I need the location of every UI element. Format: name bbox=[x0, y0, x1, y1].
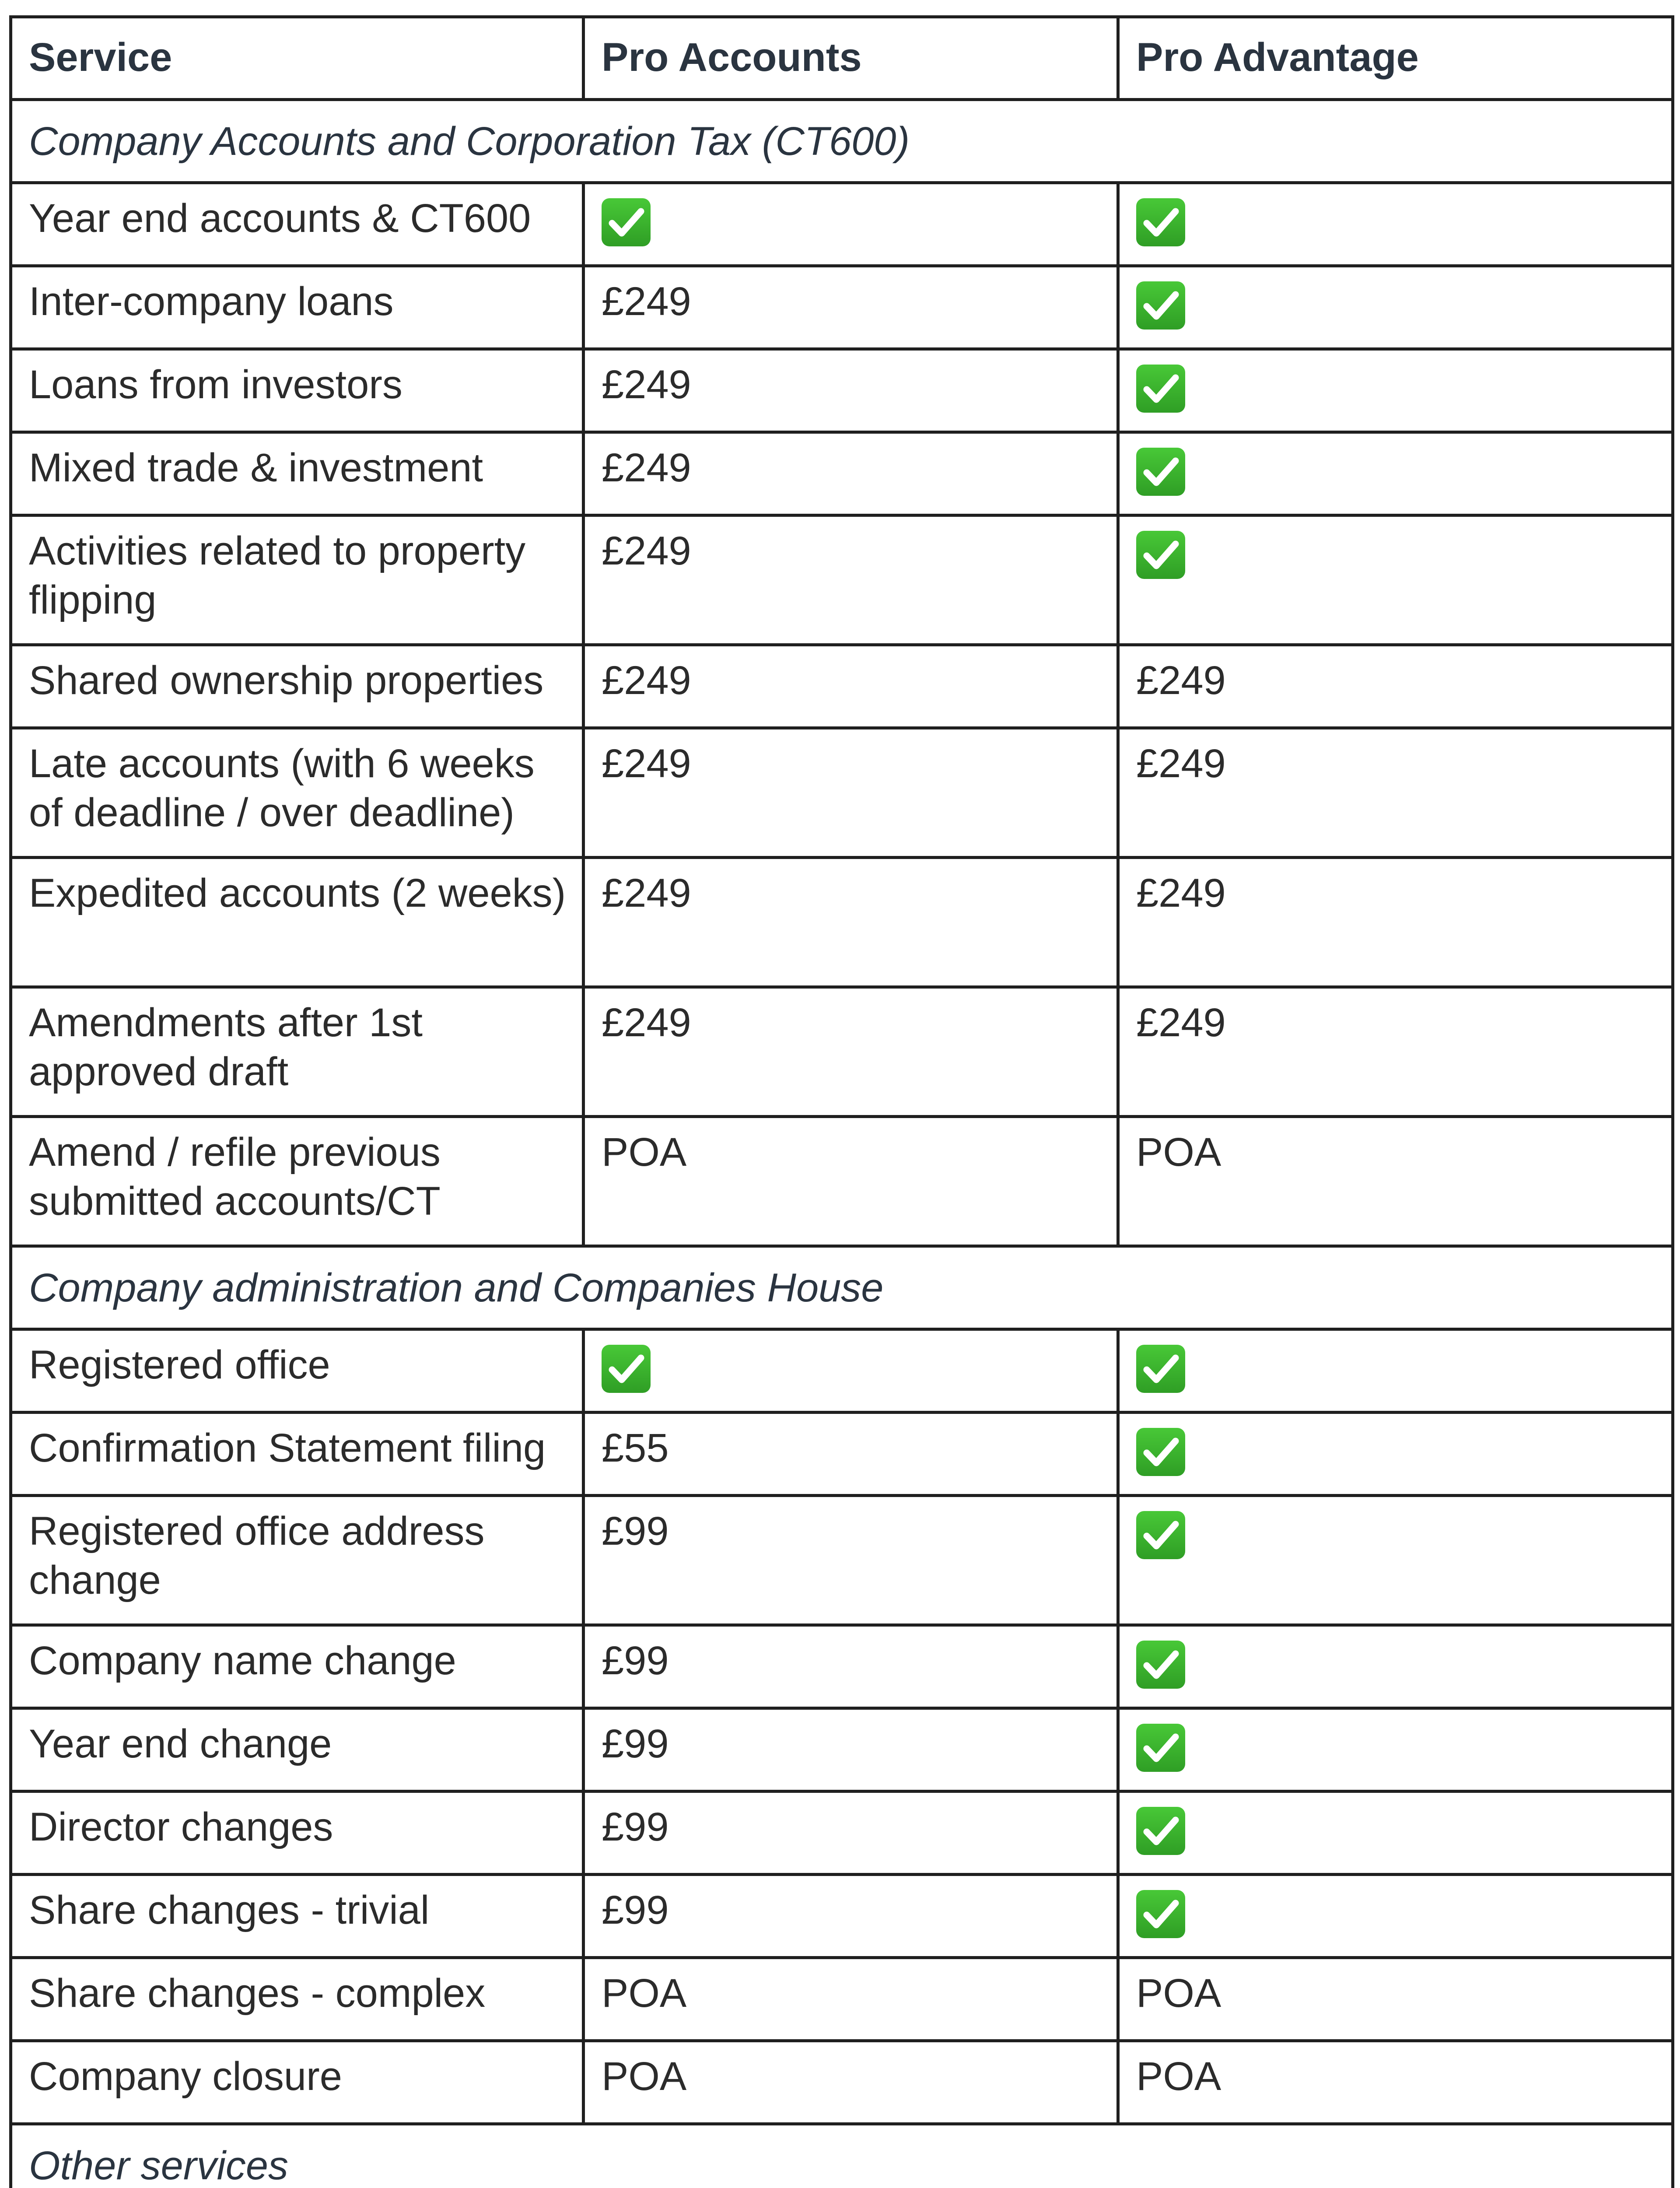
service-name: Company name change bbox=[11, 1625, 584, 1708]
check-mark-icon bbox=[1136, 281, 1185, 330]
table-row bbox=[11, 515, 1673, 645]
pro-accounts-cell bbox=[584, 1792, 1118, 1875]
price-value: £249 bbox=[1136, 741, 1226, 786]
table-row bbox=[11, 1958, 1673, 2041]
pro-accounts-cell bbox=[584, 515, 1118, 645]
table-row bbox=[11, 1625, 1673, 1708]
service-name: Registered office address change bbox=[11, 1496, 584, 1625]
price-value: £249 bbox=[1136, 1000, 1226, 1045]
section-heading: Company Accounts and Corporation Tax (CT600) bbox=[11, 100, 1673, 183]
pro-accounts-cell bbox=[584, 349, 1118, 432]
pro-advantage-cell bbox=[1118, 515, 1673, 645]
section-heading: Other services bbox=[11, 2124, 1673, 2188]
pro-accounts-cell bbox=[584, 645, 1118, 728]
price-value: £249 bbox=[1136, 658, 1226, 703]
header-service: Service bbox=[11, 17, 584, 100]
section-row-company-administration-and-companies-house bbox=[11, 1246, 1673, 1329]
price-value: £99 bbox=[602, 1722, 669, 1766]
price-value: £249 bbox=[602, 658, 691, 703]
price-value: £99 bbox=[602, 1888, 669, 1932]
price-value: £249 bbox=[602, 362, 691, 407]
price-value: POA bbox=[1136, 1971, 1222, 2016]
pro-advantage-cell bbox=[1118, 987, 1673, 1117]
service-name: Confirmation Statement filing bbox=[11, 1413, 584, 1496]
section-row-other-services bbox=[11, 2124, 1673, 2188]
pro-accounts-cell bbox=[584, 432, 1118, 515]
table-row bbox=[11, 1875, 1673, 1958]
pro-advantage-cell bbox=[1118, 349, 1673, 432]
price-value: POA bbox=[1136, 2054, 1222, 2099]
check-mark-icon bbox=[1136, 448, 1185, 496]
check-mark-icon bbox=[1136, 1724, 1185, 1772]
check-mark-icon bbox=[602, 198, 651, 246]
service-name: Expedited accounts (2 weeks) bbox=[11, 858, 584, 987]
table-row bbox=[11, 1413, 1673, 1496]
pro-advantage-cell bbox=[1118, 1708, 1673, 1792]
service-name: Share changes - trivial bbox=[11, 1875, 584, 1958]
pro-advantage-cell bbox=[1118, 728, 1673, 858]
pro-accounts-cell bbox=[584, 1117, 1118, 1246]
pro-accounts-cell bbox=[584, 728, 1118, 858]
pro-advantage-cell bbox=[1118, 183, 1673, 266]
check-mark-icon bbox=[1136, 1511, 1185, 1559]
table-row bbox=[11, 1708, 1673, 1792]
pro-advantage-cell bbox=[1118, 2041, 1673, 2124]
pro-accounts-cell bbox=[584, 858, 1118, 987]
table-header bbox=[11, 17, 1673, 100]
table-row bbox=[11, 349, 1673, 432]
table-row bbox=[11, 728, 1673, 858]
check-mark-icon bbox=[1136, 1428, 1185, 1476]
pro-advantage-cell bbox=[1118, 1792, 1673, 1875]
table-row bbox=[11, 1117, 1673, 1246]
pro-accounts-cell bbox=[584, 1875, 1118, 1958]
table-row bbox=[11, 987, 1673, 1117]
service-name: Registered office bbox=[11, 1329, 584, 1413]
pro-advantage-cell bbox=[1118, 266, 1673, 349]
price-value: POA bbox=[1136, 1130, 1222, 1175]
pricing-table bbox=[9, 15, 1674, 2188]
price-value: £249 bbox=[602, 529, 691, 573]
pro-advantage-cell bbox=[1118, 1413, 1673, 1496]
service-name: Late accounts (with 6 weeks of deadline / over deadline) bbox=[11, 728, 584, 858]
price-value: £249 bbox=[602, 741, 691, 786]
pro-advantage-cell bbox=[1118, 1496, 1673, 1625]
pro-advantage-cell bbox=[1118, 432, 1673, 515]
table-row bbox=[11, 1496, 1673, 1625]
price-value: £99 bbox=[602, 1638, 669, 1683]
section-row-company-accounts-and-corporation-tax-ct600 bbox=[11, 100, 1673, 183]
pro-accounts-cell bbox=[584, 1625, 1118, 1708]
pro-advantage-cell bbox=[1118, 1117, 1673, 1246]
table-body bbox=[11, 100, 1673, 2188]
check-mark-icon bbox=[1136, 1890, 1185, 1938]
pro-advantage-cell bbox=[1118, 1958, 1673, 2041]
pro-advantage-cell bbox=[1118, 645, 1673, 728]
check-mark-icon bbox=[1136, 1345, 1185, 1393]
check-mark-icon bbox=[1136, 198, 1185, 246]
header-pro-advantage: Pro Advantage bbox=[1118, 17, 1673, 100]
price-value: £99 bbox=[602, 1509, 669, 1553]
check-mark-icon bbox=[1136, 1807, 1185, 1855]
table-row bbox=[11, 645, 1673, 728]
pro-accounts-cell bbox=[584, 1708, 1118, 1792]
header-pro-accounts: Pro Accounts bbox=[584, 17, 1118, 100]
price-value: £249 bbox=[1136, 871, 1226, 915]
service-name: Shared ownership properties bbox=[11, 645, 584, 728]
check-mark-icon bbox=[1136, 531, 1185, 579]
pro-accounts-cell bbox=[584, 266, 1118, 349]
pro-accounts-cell bbox=[584, 1958, 1118, 2041]
price-value: £55 bbox=[602, 1426, 669, 1470]
service-name: Amendments after 1st approved draft bbox=[11, 987, 584, 1117]
pro-advantage-cell bbox=[1118, 1875, 1673, 1958]
pro-advantage-cell bbox=[1118, 1329, 1673, 1413]
pro-advantage-cell bbox=[1118, 858, 1673, 987]
price-value: £249 bbox=[602, 279, 691, 324]
section-heading: Company administration and Companies House bbox=[11, 1246, 1673, 1329]
table-row bbox=[11, 1792, 1673, 1875]
price-value: £249 bbox=[602, 871, 691, 915]
price-value: POA bbox=[602, 2054, 687, 2099]
price-value: £99 bbox=[602, 1805, 669, 1849]
service-name: Year end change bbox=[11, 1708, 584, 1792]
service-name: Mixed trade & investment bbox=[11, 432, 584, 515]
service-name: Activities related to property flipping bbox=[11, 515, 584, 645]
pro-accounts-cell bbox=[584, 183, 1118, 266]
price-value: £249 bbox=[602, 445, 691, 490]
pro-accounts-cell bbox=[584, 1413, 1118, 1496]
price-value: POA bbox=[602, 1971, 687, 2016]
table-row bbox=[11, 1329, 1673, 1413]
check-mark-icon bbox=[1136, 1641, 1185, 1689]
header-row bbox=[11, 17, 1673, 100]
service-name: Year end accounts & CT600 bbox=[11, 183, 584, 266]
pro-accounts-cell bbox=[584, 1329, 1118, 1413]
price-value: POA bbox=[602, 1130, 687, 1175]
price-value: £249 bbox=[602, 1000, 691, 1045]
service-name: Inter-company loans bbox=[11, 266, 584, 349]
service-name: Amend / refile previous submitted accounts/CT bbox=[11, 1117, 584, 1246]
pro-advantage-cell bbox=[1118, 1625, 1673, 1708]
service-name: Director changes bbox=[11, 1792, 584, 1875]
pro-accounts-cell bbox=[584, 987, 1118, 1117]
service-name: Loans from investors bbox=[11, 349, 584, 432]
pricing-table-container bbox=[9, 15, 1671, 2188]
pro-accounts-cell bbox=[584, 1496, 1118, 1625]
service-name: Share changes - complex bbox=[11, 1958, 584, 2041]
table-row bbox=[11, 266, 1673, 349]
table-row bbox=[11, 432, 1673, 515]
pro-accounts-cell bbox=[584, 2041, 1118, 2124]
table-row bbox=[11, 183, 1673, 266]
table-row bbox=[11, 858, 1673, 987]
service-name: Company closure bbox=[11, 2041, 584, 2124]
check-mark-icon bbox=[602, 1345, 651, 1393]
table-row bbox=[11, 2041, 1673, 2124]
check-mark-icon bbox=[1136, 365, 1185, 413]
